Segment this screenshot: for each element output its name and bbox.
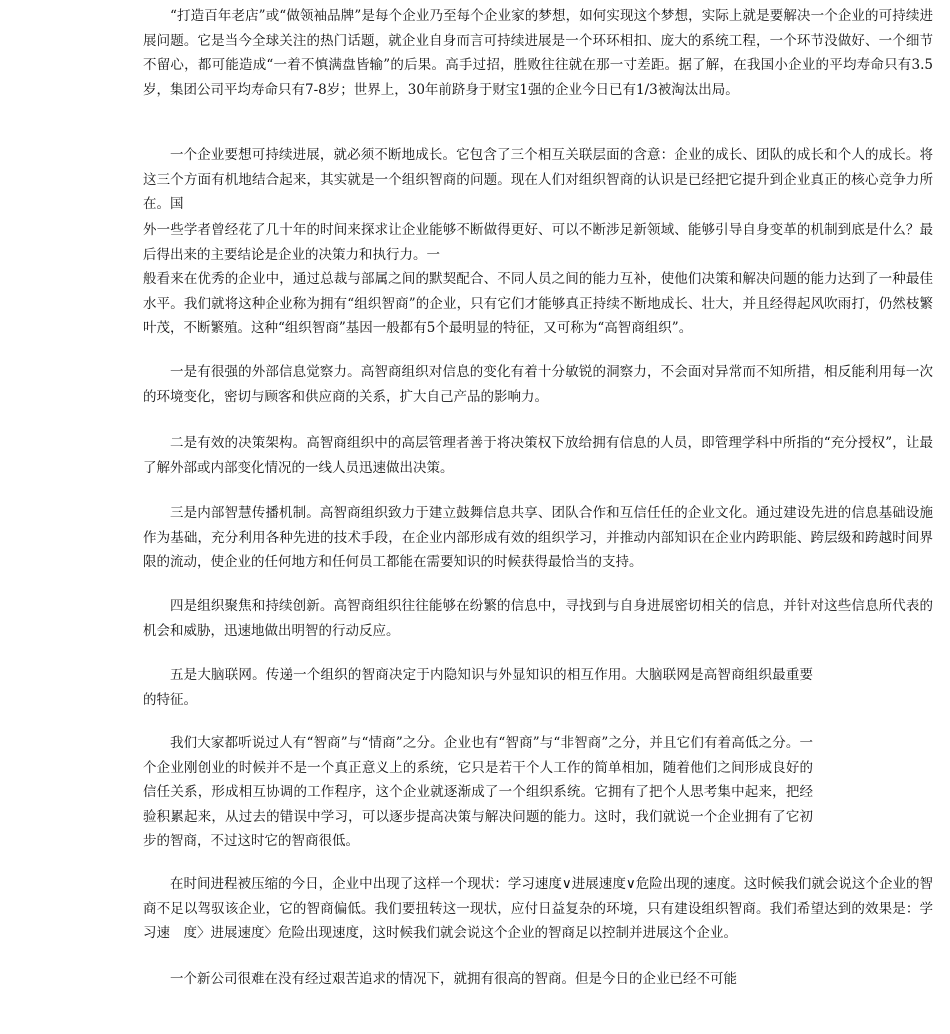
paragraph-feature-one: 一是有很强的外部信息觉察力。高智商组织对信息的变化有着十分敏锐的洞察力，不会面对异常而不知所措，相反能利用每一次的环境变化，密切与顾客和供应商的关系，扩大自己产品的影响力。 xyxy=(143,364,933,405)
paragraph-feature-four: 四是组织聚焦和持续创新。高智商组织往往能够在纷繁的信息中，寻找到与自身进展密切相关的信息，并针对这些信息所代表的机会和威胁，迅速地做出明智的行动反应。 xyxy=(143,598,933,639)
paragraph-new-company: 一个新公司很难在没有经过艰苦追求的情况下，就拥有很高的智商。但是今日的企业已经不可能 xyxy=(170,971,737,987)
paragraph-feature-three: 三是内部智慧传播机制。高智商组织致力于建立鼓舞信息共享、团队合作和互信任任的企业文化。通过建设先进的信息基础设施作为基础，充分利用各种先进的技术手段，在企业内部形成有效的组织学习，并推动内部知识在企业内跨职能、跨层级和跨越时间界限的流动，使企业的任何地方和任何员工都能在需要知识的时候获得最恰当的支持。 xyxy=(143,505,933,570)
paragraph-scholars: 外一些学者曾经花了几十年的时间来探求让企业能够不断做得更好、可以不断涉足新领域、能够引导自身变革的机制到底是什么？最后得出来的主要结论是企业的决策力和执行力。一 xyxy=(143,222,933,263)
paragraph-iq-eq: 我们大家都听说过人有“智商”与“情商”之分。企业也有“智商”与“非智商”之分，并且它们有着高低之分。一个企业刚创业的时候并不是一个真正意义上的系统，它只是若干个人工作的简单相加，随着他们之间形成良好的信任关系，形成相互协调的工作程序，这个企业就逐渐成了一个组织系统。它拥有了把个人思考集中起来，把经验积累起来，从过去的错误中学习，可以逐步提高决策与解决问题的能力。这时，我们就说一个企业拥有了它初步的智商，不过这时它的智商很低。 xyxy=(143,735,813,849)
paragraph-growth: 一个企业要想可持续进展，就必须不断地成长。它包含了三个相互关联层面的含意：企业的成长、团队的成长和个人的成长。将这三个方面有机地结合起来，其实就是一个组织智商的问题。现在人们对组织智商的认识是已经把它提升到企业真正的核心竞争力所在。国 xyxy=(143,147,933,212)
paragraph-century-store: “打造百年老店”或“做领袖品牌”是每个企业乃至每个企业家的梦想，如何实现这个梦想，实际上就是要解决一个企业的可持续进展问题。它是当今全球关注的热门话题，就企业自身而言可持续进展是一个环环相扣、庞大的系统工程，一个环节没做好、一个细节不留心，都可能造成“一着不慎满盘皆输”的后果。高手过招，胜败往往就在那一寸差距。据了解，在我国小企业的平均寿命只有3.5岁，集团公司平均寿命只有7-8岁；世界上，30年前跻身于财宝1强的企业今日已有1/3被淘汰出局。 xyxy=(143,8,933,98)
paragraph-learning-speed: 在时间进程被压缩的今日，企业中出现了这样一个现状：学习速度∨进展速度∨危险出现的速度。这时候我们就会说这个企业的智商不足以驾驭该企业，它的智商偏低。我们要扭转这一现状，应付日益复杂的环境，只有建设组织智商。我们希望达到的效果是：学习速 度〉进展速度〉危险出现速度，这时候我们就会说这个企业的智商足以控制并进展这个企业。 xyxy=(143,876,933,941)
paragraph-feature-five: 五是大脑联网。传递一个组织的智商决定于内隐知识与外显知识的相互作用。大脑联网是高智商组织最重要的特征。 xyxy=(143,667,813,708)
paragraph-feature-two: 二是有效的决策架构。高智商组织中的高层管理者善于将决策权下放给拥有信息的人员，即管理学科中所指的“充分授权”，让最了解外部或内部变化情况的一线人员迅速做出决策。 xyxy=(143,435,933,476)
paragraph-organizational-iq: 般看来在优秀的企业中，通过总裁与部属之间的默契配合、不同人员之间的能力互补，使他们决策和解决问题的能力达到了一种最佳水平。我们就将这种企业称为拥有“组织智商”的企业，只有它们才能够真正持续不断地成长、壮大，并且经得起风吹雨打，仍然枝繁叶茂，不断繁殖。这种“组织智商”基因一般都有5个最明显的特征，又可称为“高智商组织”。 xyxy=(143,271,933,336)
